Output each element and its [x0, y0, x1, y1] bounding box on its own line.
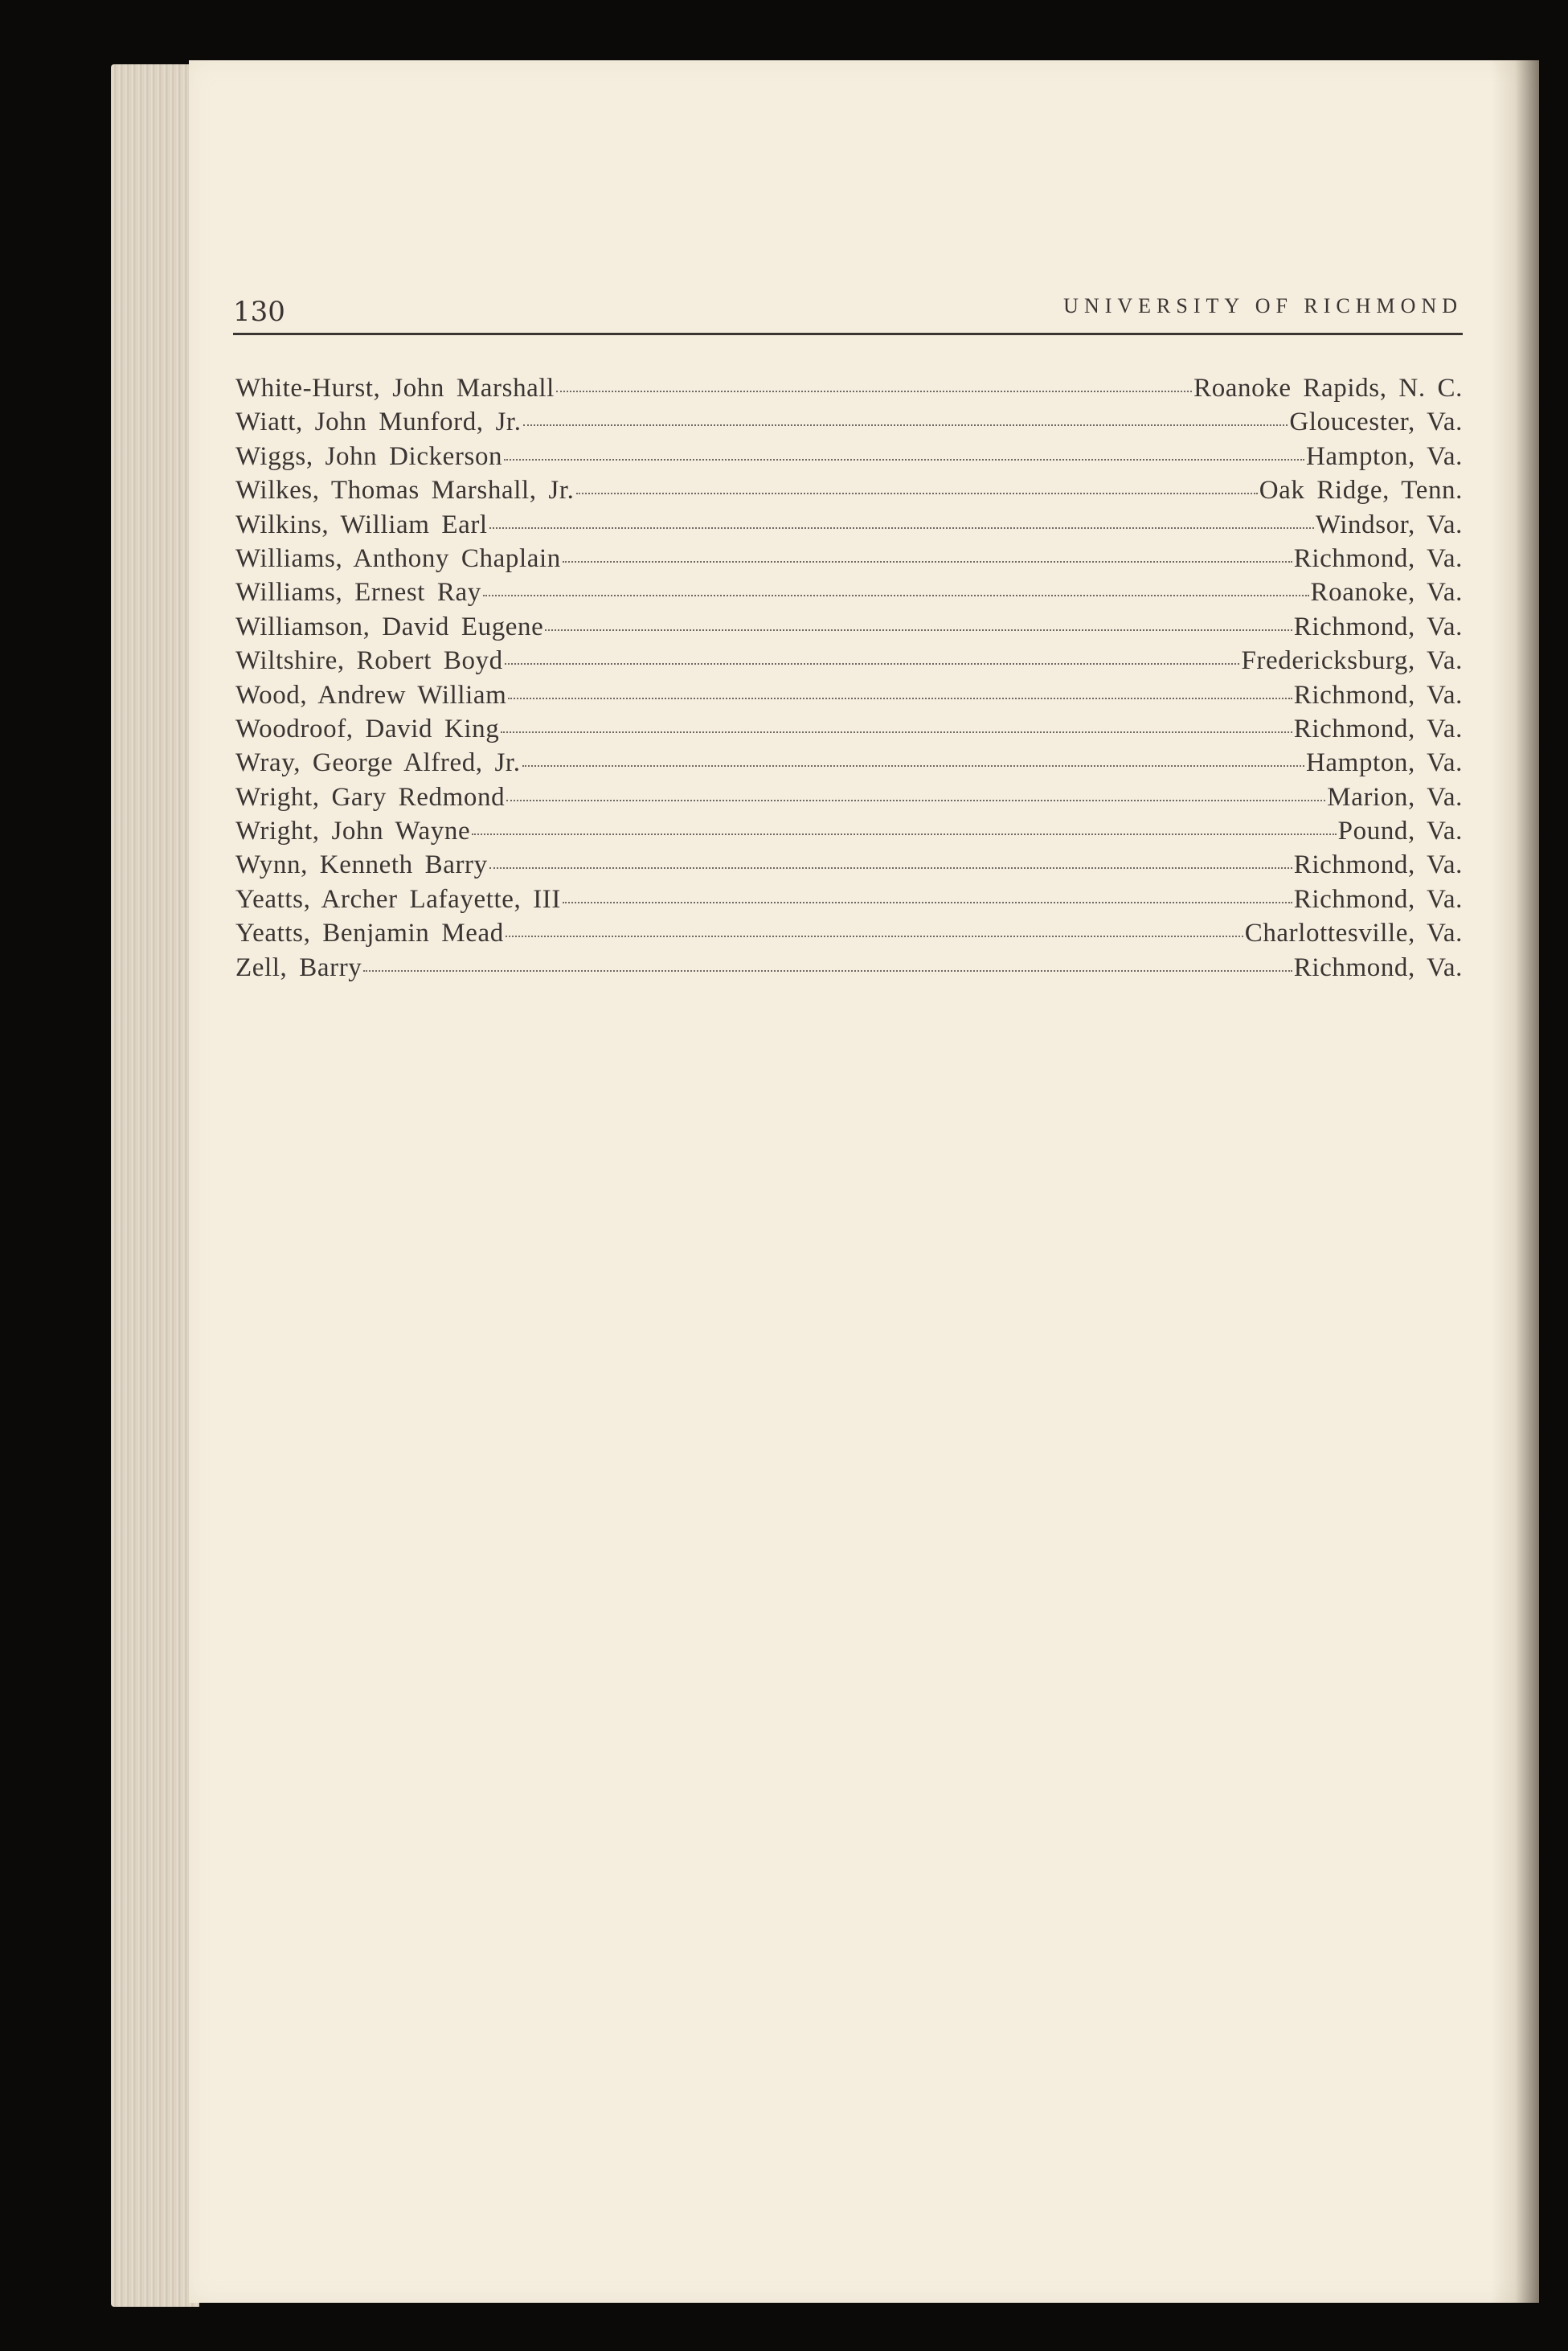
student-name: Wilkins, William Earl	[235, 510, 488, 539]
dot-leader	[545, 629, 1292, 631]
hometown: Pound, Va.	[1337, 817, 1463, 846]
dot-leader	[363, 970, 1292, 972]
student-name: Woodroof, David King	[235, 714, 500, 743]
student-name: Williams, Anthony Chaplain	[235, 543, 561, 573]
roster-row	[235, 715, 1463, 748]
dot-leader	[563, 561, 1292, 563]
dot-leader	[506, 800, 1325, 801]
roster-row	[235, 578, 1463, 612]
dot-leader	[483, 595, 1309, 596]
dot-leader	[523, 424, 1288, 426]
dot-leader	[563, 902, 1292, 903]
student-name: Wilkes, Thomas Marshall, Jr.	[235, 476, 575, 506]
student-name: Wright, Gary Redmond	[235, 782, 506, 812]
hometown: Richmond, Va.	[1293, 612, 1463, 641]
roster-row	[235, 544, 1463, 578]
student-name: Williamson, David Eugene	[235, 612, 544, 641]
roster-row	[235, 408, 1463, 441]
roster-row	[235, 681, 1463, 715]
student-name: Wood, Andrew William	[235, 680, 507, 710]
roster-row	[235, 612, 1463, 646]
roster-row	[235, 476, 1463, 510]
student-name: Wiggs, John Dickerson	[235, 441, 503, 471]
student-name: Yeatts, Benjamin Mead	[235, 919, 504, 948]
dot-leader	[576, 493, 1258, 494]
roster-row	[235, 817, 1463, 850]
hometown: Marion, Va.	[1327, 782, 1463, 812]
student-name: Yeatts, Archer Lafayette, III	[235, 884, 561, 914]
hometown: Richmond, Va.	[1293, 714, 1463, 743]
student-name: Zell, Barry	[235, 952, 362, 982]
roster-row	[235, 646, 1463, 680]
page-header	[233, 265, 1463, 335]
hometown: Roanoke Rapids, N. C.	[1193, 374, 1463, 403]
student-name: Wiatt, John Munford, Jr.	[235, 408, 522, 437]
dot-leader	[505, 663, 1240, 665]
student-name: White-Hurst, John Marshall	[235, 374, 555, 403]
roster-row	[235, 919, 1463, 952]
hometown: Charlottesville, Va.	[1244, 919, 1463, 948]
dot-leader	[501, 731, 1292, 733]
roster-row	[235, 885, 1463, 919]
student-name: Wray, George Alfred, Jr.	[235, 748, 521, 778]
hometown: Roanoke, Va.	[1310, 578, 1463, 608]
hometown: Richmond, Va.	[1293, 884, 1463, 914]
dot-leader	[522, 765, 1304, 767]
roster-row	[235, 783, 1463, 817]
student-name: Williams, Ernest Ray	[235, 578, 481, 608]
hometown: Richmond, Va.	[1293, 680, 1463, 710]
student-name: Wiltshire, Robert Boyd	[235, 646, 503, 676]
roster-row	[235, 374, 1463, 408]
hometown: Richmond, Va.	[1293, 952, 1463, 982]
hometown: Windsor, Va.	[1315, 510, 1463, 539]
dot-leader	[489, 867, 1292, 869]
student-name: Wright, John Wayne	[235, 817, 471, 846]
dot-leader	[472, 833, 1336, 835]
roster-row	[235, 850, 1463, 884]
dot-leader	[504, 459, 1304, 461]
book-page-edges	[111, 64, 199, 2307]
hometown: Oak Ridge, Tenn.	[1259, 476, 1463, 506]
roster-row	[235, 748, 1463, 782]
roster-row	[235, 510, 1463, 544]
hometown: Hampton, Va.	[1306, 441, 1463, 471]
student-roster	[235, 374, 1463, 987]
page-gutter-shadow	[1491, 60, 1539, 2303]
running-head: UNIVERSITY OF RICHMOND	[1063, 294, 1463, 317]
dot-leader	[556, 391, 1192, 392]
roster-row	[235, 442, 1463, 476]
dot-leader	[489, 527, 1314, 529]
hometown: Hampton, Va.	[1306, 748, 1463, 778]
dot-leader	[508, 698, 1292, 699]
hometown: Gloucester, Va.	[1289, 408, 1463, 437]
roster-row	[235, 953, 1463, 987]
hometown: Fredericksburg, Va.	[1241, 646, 1463, 676]
student-name: Wynn, Kenneth Barry	[235, 850, 488, 880]
hometown: Richmond, Va.	[1293, 850, 1463, 880]
dot-leader	[506, 936, 1243, 937]
hometown: Richmond, Va.	[1293, 543, 1463, 573]
page-number: 130	[233, 296, 285, 328]
